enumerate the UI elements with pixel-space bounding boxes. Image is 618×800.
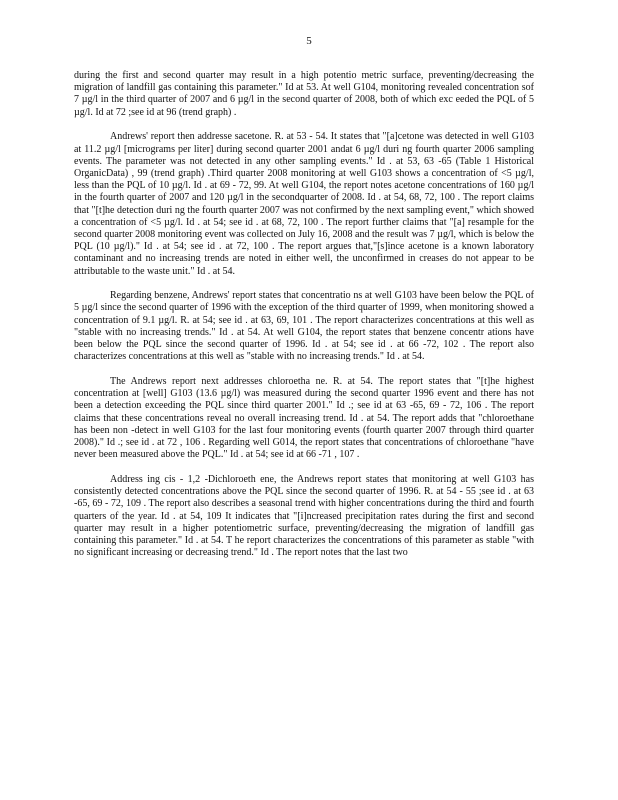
body-text <box>74 70 534 572</box>
paragraph-continuation: during the first and second quarter may result in a high potentio metric surface, preventing/decreasing the migration of landfill gas containing this parameter." Id at 53. At well G104, monitoring revealed concentration sof 7 µg/l in the third quarter of 2007 and 6 µg/l in the second quarter of 2008, both of which exc eeded the PQL of 5 µg/l. Id at 72 ;see id at 96 (trend graph) . <box>74 70 534 118</box>
paragraph-benzene: Regarding benzene, Andrews' report states that concentratio ns at well G103 have been below the PQL of 5 µg/l since the second quarter of 1996 with the exception of the third quarter of 1999, when monitoring showed a concentration of 9.1 µg/l. R. at 54; see id . at 63, 69, 101 . The report characterizes concentrations at this well as "stable with no increasing trends." Id . at 54. At well G104, the report states that benzene concentr ations have been below the PQL since the second quarter of 1996. Id . at 54; see id . at 66 -72, 102 . The report also characterizes concentrations at this well as "stable with no increasing trends." Id . at 54. <box>74 290 534 363</box>
page-number: 5 <box>306 35 312 47</box>
paragraph-acetone: Andrews' report then addresse sacetone. R. at 53 - 54. It states that "[a]cetone was detected in well G103 at 11.2 µg/l [micrograms per liter] during second quarter 2001 andat 6 µg/l duri ng fourth quarter 2006 sampling events. The parameter was not detected in any other sampling events." Id . at 53, 63 -65 (Table 1 Historical OrganicData) , 99 (trend graph) .Third quarter 2008 monitoring at well G103 shows a concentration of <5 µg/l, less than the PQL of 10 µg/l. Id . at 69 - 72, 99. At well G104, the report notes acetone concentrations of 160 µg/l in the fourth quarter of 2007 and 120 µg/l in the secondquarter of 2008. Id . at 54, 68, 72, 100 . The report claims that "[t]he detection duri ng the fourth quarter 2007 was not confirmed by the next sampling event," which showed a concentration of <5 µg/l. Id . at 54; see id . at 68, 72, 100 . The report further claims that "[a] resample for the second quarter 2008 monitoring event was collected on July 16, 2008 and the result was 7 µg/l, which is below the PQL (10 µg/l)." Id . at 54; see id . at 72, 100 . The report argues that,"[s]ince acetone is a known laboratory contaminant and no increasing trends are noted in either well, the unconfirmed in creases do not appear to be attributable to the waste unit." Id . at 54. <box>74 131 534 277</box>
paragraph-dichloroethene: Address ing cis - 1,2 -Dichloroeth ene, the Andrews report states that monitoring at well G103 has consistently detected concentrations above the PQL since the second quarter of 1996. R. at 54 - 55 ;see id . at 63 -65, 69 - 72, 109 . The report also describes a seasonal trend with higher concentrations during the third and fourth quarters of the year. Id . at 54, 109 It indicates that "[i]ncreased precipitation rates during the first and second quarter may result in a higher potentiometric surface, preventing/decreasing the migration of landfill gas containing this parameter." Id . at 54. T he report characterizes the concentrations of this parameter as stable "with no significant increasing or decreasing trend." Id . The report notes that the last two <box>74 473 534 559</box>
paragraph-chloroethane: The Andrews report next addresses chloroetha ne. R. at 54. The report states that "[t]he highest concentration at [well] G103 (13.6 µg/l) was measured during the second quarter 1996 event and there has not been a detection exceeding the PQL since third quarter 2001." Id .; see id at 63 -65, 69 - 72, 106 . The report claims that these concentrations reveal no overall increasing trend. Id . at 54. The report adds that "chloroethane has been non -detect in well G103 for the last four monitoring events (fourth quarter 2007 through third quarter 2008)." Id .; see id . at 72 , 106 . Regarding well G014, the report states that concentrations of chloroethane "have never been measured above the PQL." Id . at 54; see id at 66 -71 , 107 . <box>74 375 534 461</box>
